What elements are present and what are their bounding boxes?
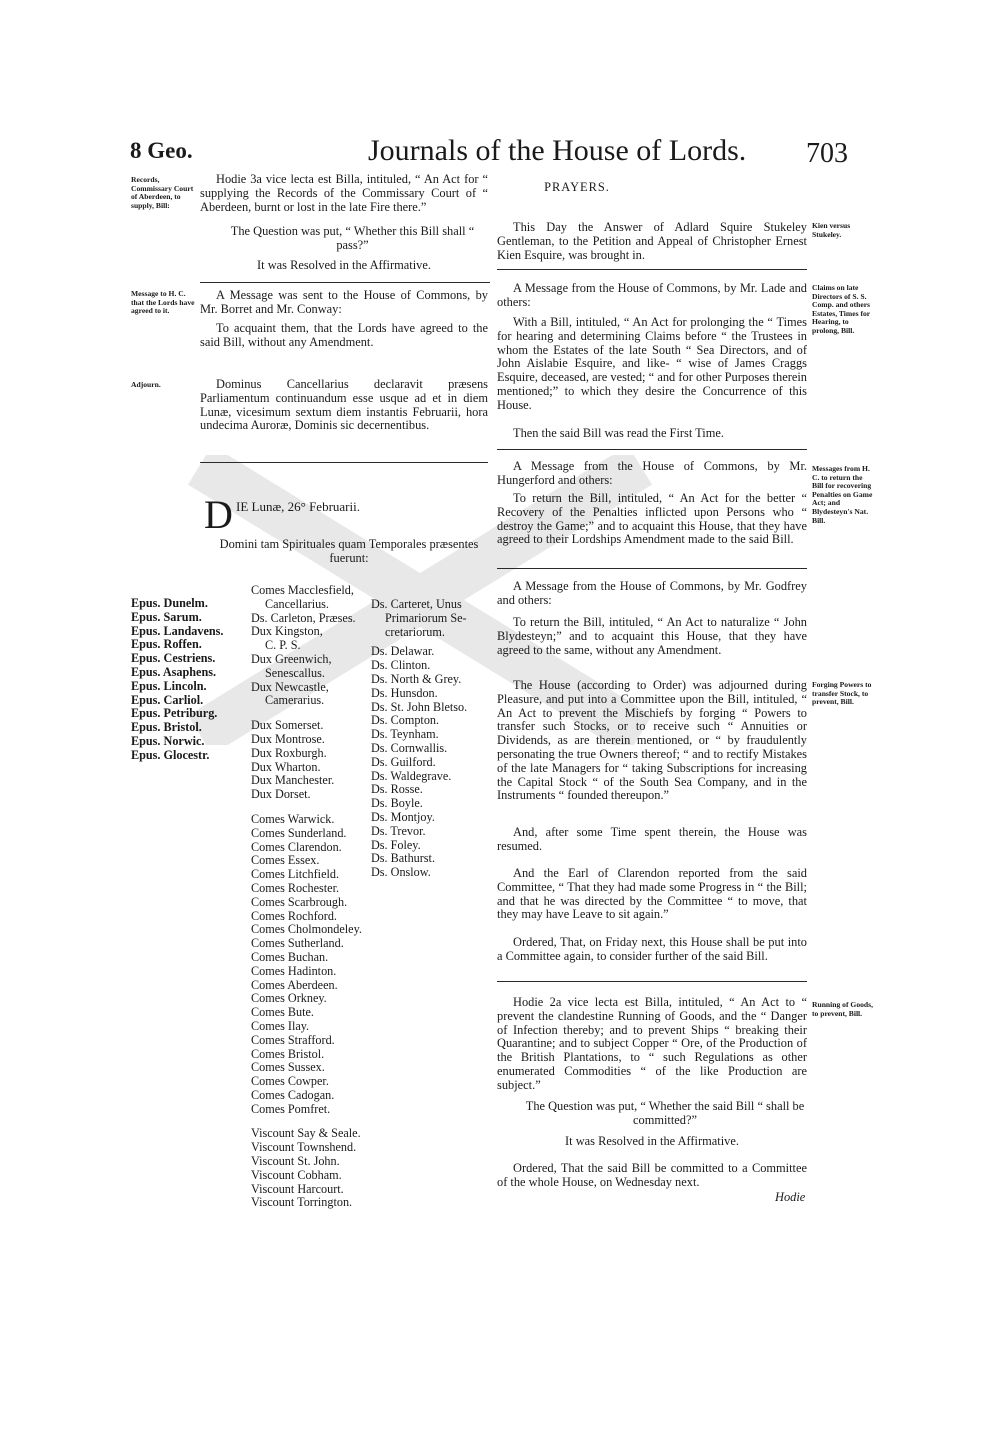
divider-4 <box>497 449 807 450</box>
game-bill-paragraph: To return the Bill, intituled, “ An Act for the better “ Recovery of the Penalties inflicted upon Persons who “ destroy the Game;” and to acquaint this House, that they have agreed to their Lordships Amendment made to the said Bill. <box>497 491 807 547</box>
list-item: Primariorum Se- <box>385 610 467 625</box>
godfrey-message-paragraph: A Message from the House of Commons, by Mr. Godfrey and others: <box>497 579 807 607</box>
list-item: Comes Cadogan. <box>251 1087 335 1102</box>
question-pass: The Question was put, “ Whether this Bill shall “ pass?” <box>230 224 475 252</box>
acquaint-paragraph: To acquaint them, that the Lords have agreed to the said Bill, without any Amendment. <box>200 321 488 349</box>
list-item: Epus. Norwic. <box>131 733 205 748</box>
margin-note-kien: Kien versus Stukeley. <box>812 221 851 239</box>
list-item: Ds. Trevor. <box>371 823 426 838</box>
margin-note-claims: Claims on late Directors of S. S. Comp. and others Estates, Times for Hearing, to prolong, Bill. <box>812 283 871 335</box>
list-item: Viscount Torrington. <box>251 1195 353 1210</box>
divider-5 <box>497 568 807 569</box>
list-item: Comes Pomfret. <box>251 1101 331 1116</box>
list-item: Comes Buchan. <box>251 949 329 964</box>
divider-3 <box>497 269 807 270</box>
list-item: Epus. Glocestr. <box>131 747 210 762</box>
list-item: Dux Roxburgh. <box>251 745 327 760</box>
list-item: C. P. S. <box>265 638 301 653</box>
header-title: Journals of the House of Lords. <box>368 134 747 167</box>
list-item: Ds. Bathurst. <box>371 851 435 866</box>
margin-note-forging: Forging Powers to transfer Stock, to prevent, Bill. <box>812 680 872 707</box>
page-number: 703 <box>806 138 848 169</box>
present-heading: Domini tam Spirituales quam Temporales præsentes fuerunt: <box>219 537 479 565</box>
list-item: Dux Greenwich, <box>251 651 332 666</box>
ordered-whole-house-paragraph: Ordered, That the said Bill be committed to a Committee of the whole House, on Wednesday next. <box>497 1161 807 1189</box>
list-item: Comes Bristol. <box>251 1046 325 1061</box>
margin-note-records: Records, Commissary Court of Aberdeen, to supply, Bill: <box>131 175 194 210</box>
list-item: Dux Somerset. <box>251 718 324 733</box>
list-item: Comes Sutherland. <box>251 936 344 951</box>
list-item: Dux Wharton. <box>251 759 321 774</box>
list-item: Dux Newcastle, <box>251 679 329 694</box>
bishops-list <box>131 597 223 763</box>
list-item: Camerarius. <box>265 693 325 708</box>
list-item: Epus. Sarum. <box>131 609 202 624</box>
list-item: Ds. Clinton. <box>371 658 431 673</box>
list-item: Ds. Onslow. <box>371 865 431 880</box>
first-reading: Then the said Bill was read the First Time. <box>513 426 724 440</box>
list-item: Comes Sussex. <box>251 1060 325 1075</box>
list-item: Comes Scarbrough. <box>251 894 348 909</box>
list-item: Ds. Waldegrave. <box>371 768 452 783</box>
list-item: Comes Cowper. <box>251 1074 329 1089</box>
kien-answer-paragraph: This Day the Answer of Adlard Squire Stukeley Gentleman, to the Petition and Appeal of Christopher Ernest Kien Esquire, was brought in. <box>497 220 807 262</box>
list-item: Dux Dorset. <box>251 787 311 802</box>
list-item: Cancellarius. <box>265 596 329 611</box>
clarendon-report-paragraph: And the Earl of Clarendon reported from the said Committee, “ That they had made some Progress in “ the Bill; and that he was directed by the Committee “ to move, that they may have Leave to sit again.” <box>497 866 807 922</box>
list-item: Comes Rochford. <box>251 908 337 923</box>
list-item: cretariorum. <box>385 624 445 639</box>
forging-committee-paragraph: The House (according to Order) was adjourned during Pleasure, and put into a Committee upon the Bill, intituled, “ An Act to prevent the Mischiefs by forging “ Powers to transfer such Stocks, or to receive such “ Annuities or Dividends, as are therein mentioned, or “ by fraudulently personating the true Owners thereof; “ and to rectify Mistakes of the late Managers for “ taking Subscriptions for increasing the Capital Stock “ of the South Sea Company, and in the Instruments “ founded thereupon.” <box>497 678 807 803</box>
list-item: Ds. Compton. <box>371 713 440 728</box>
list-item: Ds. Rosse. <box>371 782 423 797</box>
margin-note-adjourn: Adjourn. <box>131 380 161 389</box>
message-paragraph: A Message was sent to the House of Commons, by Mr. Borret and Mr. Conway: <box>200 288 488 316</box>
list-item: Epus. Cestriens. <box>131 651 216 666</box>
lords-list-col2 <box>251 584 362 1210</box>
resolved-affirmative-2: It was Resolved in the Affirmative. <box>565 1134 739 1148</box>
divider-6 <box>497 981 807 982</box>
list-item: Viscount Townshend. <box>251 1140 357 1155</box>
list-item: Ds. Hunsdon. <box>371 685 438 700</box>
question-committed: The Question was put, “ Whether the said Bill “ shall be committed?” <box>525 1099 805 1127</box>
list-item: Dux Montrose. <box>251 731 325 746</box>
lords-list-col3 <box>371 598 467 880</box>
list-item: Ds. Boyle. <box>371 796 423 811</box>
list-item: Comes Aberdeen. <box>251 977 338 992</box>
prayers-heading: PRAYERS. <box>544 180 610 194</box>
list-item: Dux Manchester. <box>251 773 335 788</box>
list-item: Ds. Teynham. <box>371 727 439 742</box>
list-item: Viscount Cobham. <box>251 1167 342 1182</box>
list-item: Epus. Asaphens. <box>131 664 217 679</box>
list-item: Epus. Petriburg. <box>131 706 218 721</box>
list-item: Epus. Bristol. <box>131 720 202 735</box>
list-item: Epus. Roffen. <box>131 637 202 652</box>
list-item: Comes Litchfield. <box>251 867 340 882</box>
list-item: Comes Macclesfield, <box>251 583 354 597</box>
resolved-affirmative-1: It was Resolved in the Affirmative. <box>257 258 431 272</box>
margin-note-game: Messages from H. C. to return the Bill for recovering Penalties on Game Act; and Blydesteyn's Nat. Bill. <box>812 464 873 525</box>
claims-bill-paragraph: With a Bill, intituled, “ An Act for prolonging the “ Times for hearing and determining Claims before “ the Trustees in whom the Estates of the late South “ Sea Directors, and of John Aislabie Esquire, and like- “ wise of James Craggs Esquire, deceased, are vested; “ and for other Purposes therein mentioned;” to which they desire the Concurrence of this House. <box>497 315 807 412</box>
header-session: 8 Geo. <box>130 138 193 163</box>
game-message-paragraph: A Message from the House of Commons, by Mr. Hungerford and others: <box>497 459 807 487</box>
list-item: Viscount Say & Seale. <box>251 1126 361 1141</box>
list-item: Viscount St. John. <box>251 1154 340 1169</box>
date-dropcap: D <box>204 492 233 537</box>
divider-2 <box>200 462 488 463</box>
list-item: Ds. Carteret, Unus <box>371 597 462 611</box>
list-item: Viscount Harcourt. <box>251 1181 344 1196</box>
list-item: Comes Ilay. <box>251 1018 310 1033</box>
list-item: Ds. Carleton, Præses. <box>251 610 356 625</box>
list-item: Dux Kingston, <box>251 624 323 639</box>
list-item: Ds. Guilford. <box>371 754 436 769</box>
list-item: Ds. St. John Bletso. <box>371 699 468 714</box>
naturalize-bill-paragraph: To return the Bill, intituled, “ An Act to naturalize “ John Blydesteyn;” and to acquaint this House, that they have agreed to the same, without any Amendment. <box>497 615 807 657</box>
list-item: Epus. Landavens. <box>131 623 224 638</box>
list-item: Ds. Delawar. <box>371 644 435 659</box>
list-item: Epus. Dunelm. <box>131 596 208 610</box>
margin-note-message: Message to H. C. that the Lords have agreed to it. <box>131 289 195 316</box>
list-item: Comes Warwick. <box>251 811 335 826</box>
list-item: Ds. Cornwallis. <box>371 740 448 755</box>
list-item: Ds. Montjoy. <box>371 809 435 824</box>
divider-1 <box>200 282 490 283</box>
list-item: Comes Rochester. <box>251 880 340 895</box>
list-item: Comes Bute. <box>251 1005 314 1020</box>
list-item: Epus. Lincoln. <box>131 678 207 693</box>
claims-message-paragraph: A Message from the House of Commons, by Mr. Lade and others: <box>497 281 807 309</box>
running-goods-paragraph: Hodie 2a vice lecta est Billa, intituled, “ An Act to “ prevent the clandestine Running of Goods, and the “ Danger of Infection thereby; and to prevent Ships “ breaking their Quarantine; and to subject Copper “ Ore, of the Production of the British Plantations, to “ such Regulations as other enumerated Commodities “ of the like Production are subject.” <box>497 995 807 1092</box>
list-item: Comes Hadinton. <box>251 963 337 978</box>
catchword: Hodie <box>775 1190 806 1204</box>
list-item: Comes Cholmondeley. <box>251 922 362 937</box>
list-item: Comes Sunderland. <box>251 825 347 840</box>
list-item: Comes Strafford. <box>251 1032 335 1047</box>
list-item: Epus. Carliol. <box>131 692 204 707</box>
list-item: Ds. North & Grey. <box>371 671 462 686</box>
records-bill-paragraph: Hodie 3a vice lecta est Billa, intituled, “ An Act for “ supplying the Records of the Commissary Court of “ Aberdeen, burnt or lost in the late Fire there.” <box>200 172 488 214</box>
list-item: Comes Essex. <box>251 853 320 868</box>
ordered-committee-paragraph: Ordered, That, on Friday next, this House shall be put into a Committee again, to consider further of the said Bill. <box>497 935 807 963</box>
list-item: Ds. Foley. <box>371 837 421 852</box>
date-heading: IE Lunæ, 26° Februarii. <box>236 499 360 514</box>
margin-note-running: Running of Goods, to prevent, Bill. <box>812 1000 873 1018</box>
house-resumed-paragraph: And, after some Time spent therein, the House was resumed. <box>497 825 807 853</box>
list-item: Senescallus. <box>265 665 325 680</box>
adjourn-paragraph: Dominus Cancellarius declaravit præsens Parliamentum continuandum esse usque ad et in diem Lunæ, vicesimum sextum diem instantis Februarii, hora undecima Auroræ, Dominis sic decernentibus. <box>200 377 488 433</box>
list-item: Comes Orkney. <box>251 991 327 1006</box>
list-item: Comes Clarendon. <box>251 839 342 854</box>
